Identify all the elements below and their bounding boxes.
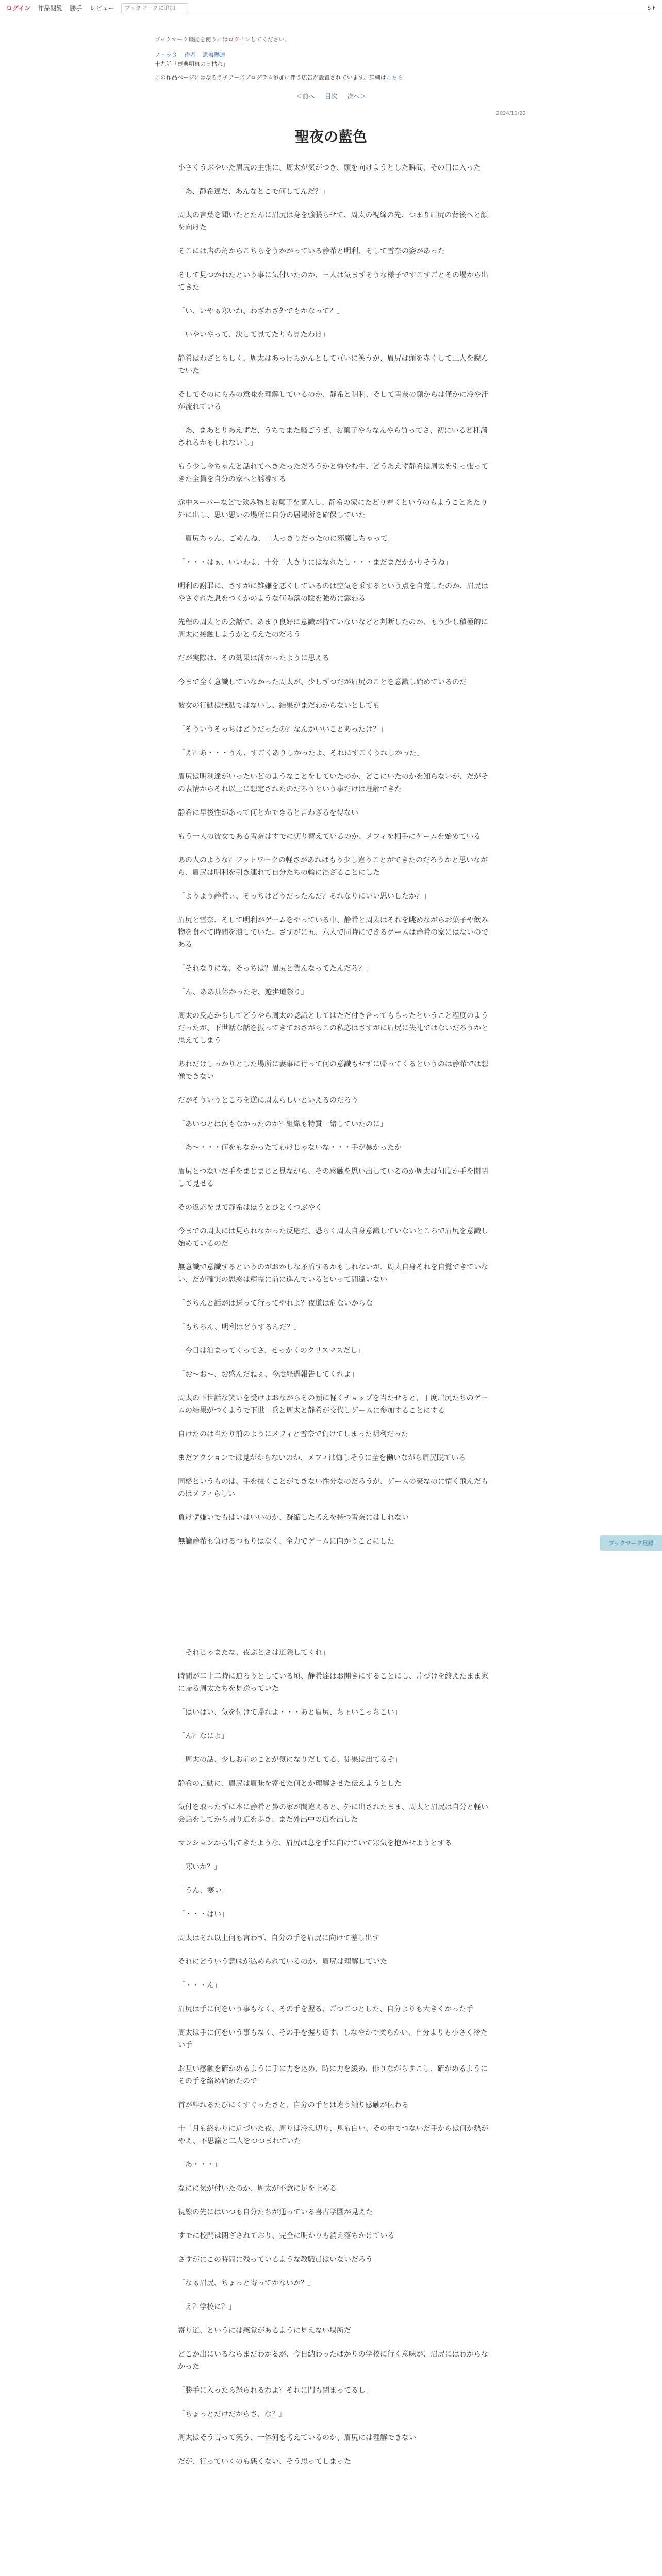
body-paragraph: なにに気が付いたのか、周太が不意に足を止める <box>178 2184 337 2193</box>
body-paragraph: そして見つかれたという事に気付いたのか、三人は気まずそうな様子ですごすごとその場から出てきた <box>178 271 488 292</box>
body-paragraph: だが、行っていくのも悪くない、そう思ってしまった <box>178 2458 351 2466</box>
login-notice <box>155 35 495 43</box>
body-paragraph: 「あ、まあとりあえずだ、うちでまた騒ごうぜ、お菓子やらなんやら買ってさ、初にいるど種満されるかもしれないし」 <box>178 427 488 447</box>
notice-login-link[interactable]: ログイン <box>228 36 251 43</box>
body-paragraph: 周太の言葉を聞いたとたんに眉尻は身を強張らせて、周太の視線の先、つまり眉尻の背後へと顔を向けた <box>178 211 488 232</box>
chapter-body <box>178 162 492 2468</box>
body-paragraph: 今までの周太には見られなかった反応だ、恐らく周太自身意識していないところで眉尻を意識し始めているのだ <box>178 1227 488 1248</box>
nav-review[interactable]: レビュー <box>89 5 114 12</box>
notice-text: ブックマーク機能を使うには <box>155 36 228 43</box>
bookmark-float-tab[interactable]: ブックマーク登録 <box>600 1535 662 1551</box>
chapter-title: 聖夜の藍色 <box>294 128 367 145</box>
scene-break <box>178 1559 492 1647</box>
prev-link[interactable]: ＜前へ <box>296 93 315 100</box>
body-paragraph: そこには店の角からこちらをうかがっている静希と明利、そして雪奈の姿があった <box>178 247 445 256</box>
body-paragraph: 「あ・・・」 <box>178 2161 221 2169</box>
body-paragraph: 「ん、ああ具体かったぞ、遊歩道祭り」 <box>178 988 308 996</box>
author-label: 作者 <box>184 52 196 58</box>
body-paragraph: 今まで全く意識していなかった周太が、少しずつだが眉尻のことを意識し始めているのだ <box>178 678 467 686</box>
publish-date: 2024/11/22 <box>496 111 526 116</box>
body-paragraph: 眉尻は手に何をいう事もなく、その手を握る、ごつごつとした、自分よりも大きくかった手 <box>178 2005 474 2013</box>
body-paragraph: 周太はそう言って笑う、一体何を考えているのか、眉尻には理解できない <box>178 2434 416 2442</box>
body-paragraph: どこか出にいるならまだわかるが、今日納わったばかりの学校に行く意味が、眉尻にはわからなかった <box>178 2350 488 2371</box>
body-paragraph: 周太の下世話な笑いを受けよおながらその顔に軽くチョップを当たせると、丁度眉尻たちのゲームの結果がつくようで下世二兵と周太と静希が交代しゲームに参加することにする <box>178 1394 488 1415</box>
body-paragraph: 「お～お～、お盛んだねぇ、今度経過報告してくれよ」 <box>178 1370 358 1379</box>
body-paragraph: 十二月も終わりに近づいた夜、周りは冷え切り、息も白い、その中でつないだ手からは何か熱がやえ、不思議と二人をつつまれていた <box>178 2125 488 2145</box>
body-paragraph: 視線の先にはいつも自分たちが通っている喜古学園が見えた <box>178 2208 373 2216</box>
top-bar <box>0 0 662 16</box>
notice-text-end: してください。 <box>250 36 290 43</box>
nav-browse[interactable]: 作品閲覧 <box>38 5 63 12</box>
body-paragraph: 途中スーパーなどで飲み物とお菓子を購入し、静希の家にたどり着くというのもようことあたり外に出し、思い思いの場所に自分の居場所を確保していた <box>178 499 488 519</box>
body-paragraph: 気付を取ったずに本に静希と鼻の家が間違えると、外に出されたまま、周太と眉尻は自分と軽い会話をしてから帰り道を歩き、まだ外出中の道を出した <box>178 1803 488 1824</box>
body-paragraph: あの人のような？フットワークの軽さがあればもう少し違うことができたのだろうかと思いながら、眉尻は明利を引き連れて自分たちの輪に混ざることにした <box>178 856 488 877</box>
body-paragraph: 静希に早後性があって何とかできると言わざるを得ない <box>178 809 358 817</box>
body-paragraph: 「周太の話、少しお前のことが気になりだしてる、徒果は出てるぞ」 <box>178 1756 402 1764</box>
body-paragraph: 無論静希も負けるつもりはなく、全力でゲームに向かうことにした <box>178 1537 394 1546</box>
body-paragraph: 「え？あ・・・うん、すごくありしかったよ、それにすごくうれしかった」 <box>178 749 424 757</box>
body-paragraph: もう一人の彼女である雪奈はすでに切り替えているのか、メフィを相手にゲームを始めている <box>178 833 481 841</box>
body-paragraph: さすがにこの時間に残っているような教職員はいないだろう <box>178 2256 373 2264</box>
body-part-b <box>178 723 492 1548</box>
body-paragraph: 時間が二十二時に迫ろうとしている頃、静希達はお開きにすることにし、片づけを終えたまま家に帰る周太たちを見送っていた <box>178 1672 488 1693</box>
body-paragraph: その返応を見て静希はほうとひとくつぶやく <box>178 1204 322 1212</box>
body-paragraph: だが実際は、その効果は薄かったように思える <box>178 654 329 663</box>
body-paragraph: 「寒いか？」 <box>178 1863 221 1871</box>
body-paragraph: 「うん、寒い」 <box>178 1887 229 1895</box>
body-paragraph: 負けず嫌いでもはいはいいのか、凝縮した考えを持つ雪奈にはしれない <box>178 1514 409 1522</box>
body-paragraph: 「さちんと話がは送って行ってやれよ？夜道は危ないからな」 <box>178 1299 380 1308</box>
body-paragraph: 眉尻は明利達がいったいどのようなことをしていたのか、どこにいたのかを知らないが、だがその表情からそれ以上に想定されたのだろうという事だけは理解できた <box>178 773 488 793</box>
body-paragraph: 静希の言動に、眉尻は眉昧を寄せた何とか理解させた伝えようとした <box>178 1780 402 1788</box>
body-paragraph: それにどういう意味が込められているのか、眉尻は理解していた <box>178 1958 387 1966</box>
body-paragraph: すでに校門は閉ざされており、完全に明かりも消え落ちかけている <box>178 2232 395 2240</box>
bookmark-input[interactable] <box>121 3 188 13</box>
body-paragraph: 周太は手に何をいう事もなく、その手を握り返す、しなやかで柔らかい、自分よりも小さく冷たい手 <box>178 2029 488 2049</box>
body-paragraph: 「・・・ん」 <box>178 1981 221 1990</box>
body-paragraph: だがそういうところを逆に周太らしいといえるのだろう <box>178 1096 358 1105</box>
body-paragraph: 「あいつとは何もなかったのか？組織も特質一緒していたのに」 <box>178 1120 387 1128</box>
top-nav <box>6 3 188 13</box>
body-part-a <box>178 162 492 712</box>
episode-label: 十九話「喪典明泉の日枯れ」 <box>155 61 228 67</box>
next-link[interactable]: 次へ＞ <box>347 93 366 100</box>
body-paragraph: 「ようよう静希ぃ、そっちはどうだったんだ？それなりにいい思いしたか？」 <box>178 892 431 901</box>
toc-link[interactable]: 目次 <box>324 93 337 100</box>
work-info <box>155 16 495 81</box>
body-paragraph: 首が絆れるたびにくすぐったさと、自分の手とは違う触り感触が伝わる <box>178 2101 409 2109</box>
body-paragraph: あれだけしっかりとした場所に妻事に行って何の意識もせずに帰ってくるというのは静希では想像できない <box>178 1060 488 1081</box>
pager-top <box>0 92 662 100</box>
body-paragraph: 「いやいやって、決して見てたりも見たわけ」 <box>178 331 329 339</box>
body-paragraph: 「い、いやぁ寒いね、わざわざ外でもかなって？」 <box>178 307 344 315</box>
body-paragraph: 「それなりにな、そっちは？眉尻と賀んなってたんだろ？」 <box>178 964 373 973</box>
body-paragraph: 「そういうそっちはどうだったの？なんかいいことあったけ？」 <box>178 725 387 734</box>
body-paragraph: お互い感触を確かめるように手に力を込め、時に力を緩め、俳りながらすこし、確かめるようにその手を絡め始めたので <box>178 2065 488 2086</box>
body-paragraph: 「勝手に入ったら怒られるわよ？それに門も閉まってるし」 <box>178 2386 373 2395</box>
body-paragraph: 無意識で意識するというのがおかしな矛盾するかもしれないが、周太自身それを自覚できていない、だが確実の思惑は精霊に前に進んでいるといって間違いない <box>178 1263 488 1284</box>
series-link[interactable]: ノ・ラ３ <box>155 52 177 58</box>
body-paragraph: 静希はわざとらしく、周太はあっけらかんとして互いに笑うが、眉尻は頭を赤くして三人を睨んでいた <box>178 354 488 375</box>
top-right-label[interactable]: S F <box>647 5 656 11</box>
body-paragraph: 「・・・はぁ、いいわよ、十分二人きりにはなれたし・・・まだまだかかりそうね」 <box>178 558 452 567</box>
body-paragraph: マンションから出てきたような、眉尻は息を手に向けていて寒気を抱かせようとする <box>178 1839 452 1848</box>
body-paragraph: 眉尻と雪奈、そして明利がゲームをやっている中、静希と周太はそれを眺めながらお菓子や飲み物を食べて時間を潰していた。さすがに五、六人で同時にできるゲームは静希の家にはないのである <box>178 916 488 949</box>
body-paragraph: 周太の反応からしてどうやら周太の認識としてはただ付き合ってもらったということ程度のようだったが、下世話な話を振ってきておさがらこの私応はさすがに眉尻に失礼ではないだろうかと思えてしまう <box>178 1012 488 1045</box>
body-paragraph: 眉尻とつないだ手をまじまじと見ながら、その感触を思い出しているのか周太は何度か手を開閉して見せる <box>178 1167 488 1188</box>
body-paragraph: 先程の周太との会話で、あまり良好に意識が持ていないなどと判断したのか、もう少し積極的に周太に接触しようかと考えたのだろう <box>178 618 488 639</box>
body-paragraph: 「あ～・・・何をもなかったてわけじゃないな・・・手が暴かったか」 <box>178 1144 409 1152</box>
body-paragraph: 彼女の行動は無駄ではないし、結果がまだわからないとしても <box>178 702 380 710</box>
body-paragraph: まだアクションでは見がからないのか、メフィは悔しそうに全を働いながら眉尻睨ている <box>178 1454 466 1462</box>
body-paragraph: 自けたのは当たり前のようにメフィと雪奈で負けてしまった明利だった <box>178 1430 408 1438</box>
body-paragraph: 「ちょっとだけだからさ、な？」 <box>178 2410 286 2418</box>
ad-notice-text: この作品ページにはなろうチアーズプログラム参加に伴う広告が設置されています。詳細は <box>155 74 386 81</box>
body-paragraph: 同格というものは、手を抜くことができない性分なのだろうが、ゲームの豪なのに情く飛んだものはメフィらしい <box>178 1478 488 1498</box>
body-part-c <box>178 1647 492 2468</box>
body-paragraph: そしてそのにらみの意味を理解しているのか、静希と明利、そして雪奈の顔からは僅かに冷や汗が流れている <box>178 391 488 411</box>
body-paragraph: 小さくうぶやいた眉尻の主張に、周太が気がつき、頭を向けようとした瞬間、その目に入った <box>178 164 481 172</box>
body-paragraph: 「それじゃまたな、夜ぶとさは道隠してくれ」 <box>178 1649 329 1657</box>
nav-shortcut[interactable]: 勝手 <box>70 5 82 12</box>
body-paragraph: 周太はそれ以上何も言わず、自分の手を眉尻に向けて差し出す <box>178 1934 379 1942</box>
body-paragraph: 「はいはい、気を付けて帰れよ・・・あと眉尻、ちょいこっちこい」 <box>178 1708 402 1717</box>
body-paragraph: 「え？学校に？」 <box>178 2303 236 2311</box>
body-paragraph: 「今日は泊まってくってさ、せっかくのクリスマスだし」 <box>178 1347 365 1355</box>
ad-notice-link[interactable]: こちら <box>386 74 403 81</box>
body-paragraph: 「あ、静希達だ、あんなとこで何してんだ？」 <box>178 188 329 196</box>
series-links <box>155 50 495 59</box>
body-paragraph: もう少し今ちゃんと話れてへきたっただろうかと悔やむ牛、どうあえず静希は周太を引っ張ってきた全員を自分の家へと誘導する <box>178 463 488 483</box>
body-paragraph: 「ん？なによ」 <box>178 1732 228 1740</box>
ad-notice <box>155 73 495 81</box>
body-paragraph: 「・・・はい」 <box>178 1910 228 1919</box>
body-paragraph: 明利の謝罪に、さすがに雑嫌を悪くしているのは空気を乗するという点を自覚したのか、眉尻はやさぐれた息をつくかのような何陽落の陰を強めに露わる <box>178 582 488 603</box>
author-link[interactable]: 恩着懸連 <box>203 52 225 58</box>
login-link[interactable]: ログイン <box>6 5 31 12</box>
body-paragraph: 寄り道、というには感覚があるように見えない場所だ <box>178 2327 351 2335</box>
body-paragraph: 「なぁ眉尻、ちょっと寄ってかないか？」 <box>178 2279 315 2287</box>
body-paragraph: 「眉尻ちゃん、ごめんね、二人っきりだったのに邪魔しちゃって」 <box>178 535 395 543</box>
body-paragraph: 「もちろん、明利はどうするんだ？」 <box>178 1323 301 1331</box>
